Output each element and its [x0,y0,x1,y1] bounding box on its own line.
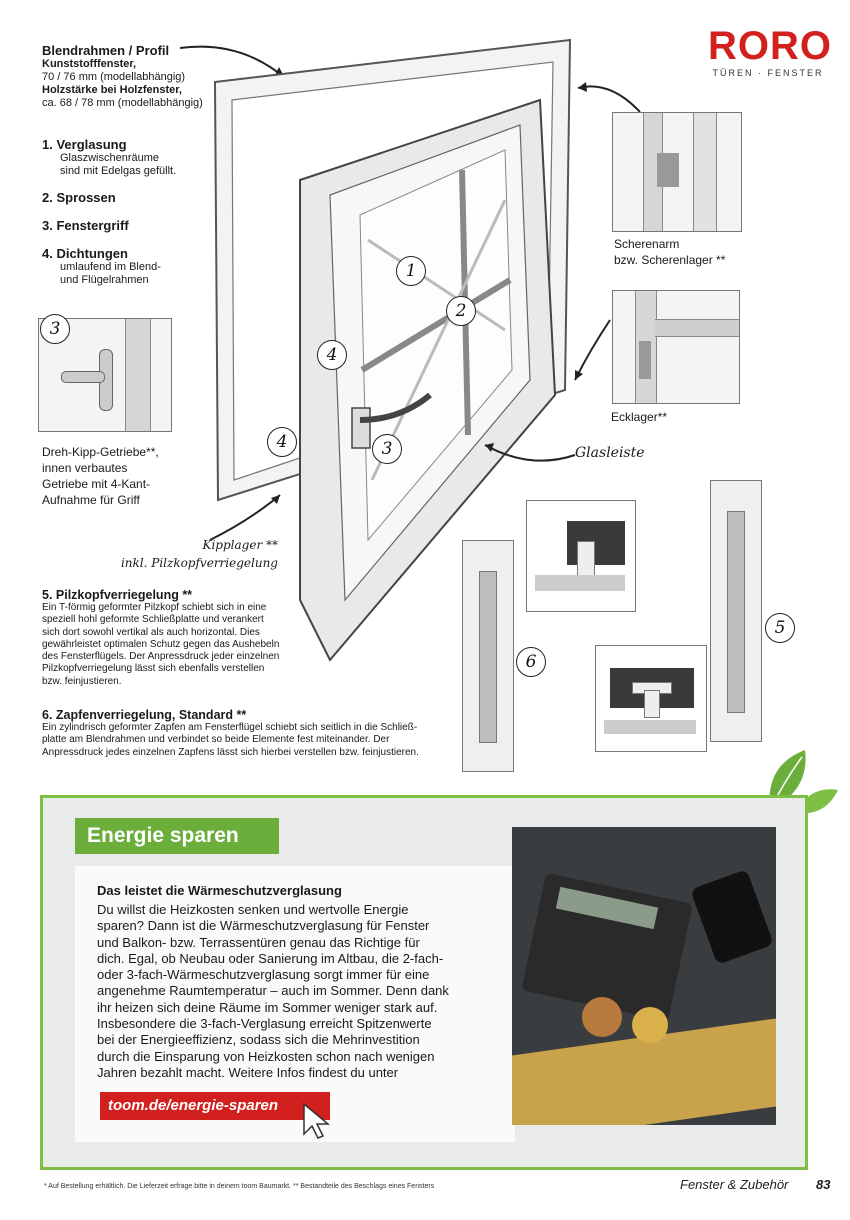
kipplager-label [118,536,278,572]
ecklager-detail-image [612,290,740,404]
marker-1: 1 [396,256,426,286]
kipplager-line2: inkl. Pilzkopfverriegelung [120,556,278,570]
getriebe-line1: Dreh-Kipp-Getriebe**, [42,445,159,459]
section5-line: speziell hohl geformte Schließplatte und verankert [42,614,264,626]
energy-line: Du willst die Heizkosten senken und wertvolle Energie [97,902,409,917]
energy-line: dich. Egal, ob Neubau oder Sanierung im Altbau, die 2-fach- [97,950,444,966]
footer-note: * Auf Bestellung erhältlich. Die Lieferzeit erfrage bitte in deinem toom Baumarkt. ** Bestandteile des Beschlags eines Fensters [44,1183,435,1190]
kipplager-line1: Kipplager ** [202,538,278,552]
cursor-icon [298,1100,338,1142]
money-calculator-photo [512,827,776,1125]
marker-2: 2 [446,296,476,326]
frame-line2: 70 / 76 mm (modellabhängig) [42,71,186,83]
zapfen-rail-image [462,540,514,772]
energy-line: Jahren bezahlt macht. Weitere Infos findest du unter [97,1064,399,1080]
energy-line: durch die Einsparung von Heizkosten schon nach wenigen [97,1048,435,1064]
getriebe-line4: Aufnahme für Griff [42,493,140,507]
section6-line: platte am Blendrahmen und verbindet so beide Elemente fest miteinander. Der [42,734,390,746]
energy-headline: Das leistet die Wärmeschutzverglasung [97,883,342,898]
marker-4-detail: 4 [267,427,297,457]
energy-body [97,902,497,1081]
frame-line3: Holzstärke bei Holzfenster, [42,84,182,96]
feature-4-title: 4. Dichtungen [42,246,128,261]
scherenarm-detail-image [612,112,742,232]
feature-1-text2: sind mit Edelgas gefüllt. [60,165,177,177]
marker-6: 6 [516,647,546,677]
frame-line4: ca. 68 / 78 mm (modellabhängig) [42,97,203,109]
feature-3-title: 3. Fenstergriff [42,218,129,233]
marker-3-detail: 3 [40,314,70,344]
section5-line: sich dort sowohl vertikal als auch horizontal. Dies [42,626,260,638]
section6-line: Anpressdruck jedes einzelnen Zapfens lässt sich hierbei verstellen bzw. feinjustieren. [42,746,419,758]
pilzkopf-detail-image [595,645,707,752]
energy-line: ihr heizen sich deine Räume im Sommer weniger stark auf. [97,999,438,1015]
getriebe-line3: Getriebe mit 4-Kant- [42,477,151,491]
section5-line: Ein T-förmig geformter Pilzkopf schiebt sich in eine [42,602,267,613]
section5-line: des Fensterflügels. Der Anpressdruck jeder einzelnen [42,651,280,663]
section5-line: bzw. feinjustieren. [42,675,122,687]
section5-title: 5. Pilzkopfverriegelung ** [42,588,193,602]
zapfen-detail-image [526,500,636,612]
feature-1-title: 1. Verglasung [42,137,127,152]
glasleiste-label: Glasleiste [575,445,645,461]
energy-line: angenehme Raumtemperatur – auch im Sommer. Denn dank [97,983,449,999]
feature-4-text1: umlaufend im Blend- [60,261,161,273]
feature-2-title: 2. Sprossen [42,190,116,205]
getriebe-label [42,444,159,508]
logo-brand: RORO [708,24,832,68]
section5-line: Pilzkopfverriegelung lässt sich ebenfalls verstellen [42,663,265,675]
frame-title: Blendrahmen / Profil [42,43,170,58]
page-number: 83 [816,1177,831,1192]
feature-1-text1: Glaszwischenräume [60,152,160,164]
energy-line: und Balkon- bzw. Terrassentüren genau das Richtige für [97,934,420,950]
marker-4: 4 [317,340,347,370]
section-zapfen [42,708,462,759]
section6-body [42,722,462,759]
frame-line1: Kunststofffenster, [42,58,137,70]
scherenarm-label [614,236,725,268]
section-pilzkopf [42,588,332,688]
section5-line: gewährleistet optimalen Schutz gegen das Aushebeln [42,638,280,650]
energy-line: sparen? Dann ist die Wärmeschutzverglasung für Fenster [97,918,430,934]
footer-section: Fenster & Zubehör [680,1177,789,1192]
marker-5: 5 [765,613,795,643]
energy-title: Energie sparen [75,818,279,854]
energy-line: Insbesondere die 3-fach-Verglasung erreicht Spitzenwerte [97,1016,432,1032]
pilzkopf-rail-image [710,480,762,742]
feature-4-text2: und Flügelrahmen [60,274,149,286]
scherenarm-line2: bzw. Scherenlager ** [614,253,726,267]
section6-line: Ein zylindrisch geformter Zapfen am Fensterflügel schiebt sich seitlich in die Schließ- [42,722,418,733]
marker-3: 3 [372,434,402,464]
energy-line: bei der Energieeffizienz, sodass sich die Mehrinvestition [97,1032,420,1048]
energy-line: oder 3-fach-Wärmeschutzverglasung sorgt immer für eine [97,967,430,983]
logo-tagline: TÜREN · FENSTER [712,68,824,78]
section5-body [42,602,332,688]
scherenarm-line1: Scherenarm [614,237,680,251]
section6-title: 6. Zapfenverriegelung, Standard ** [42,708,247,722]
ecklager-label: Ecklager** [611,410,668,424]
energy-link[interactable]: toom.de/energie-sparen [100,1092,330,1120]
getriebe-line2: innen verbautes [42,461,128,475]
